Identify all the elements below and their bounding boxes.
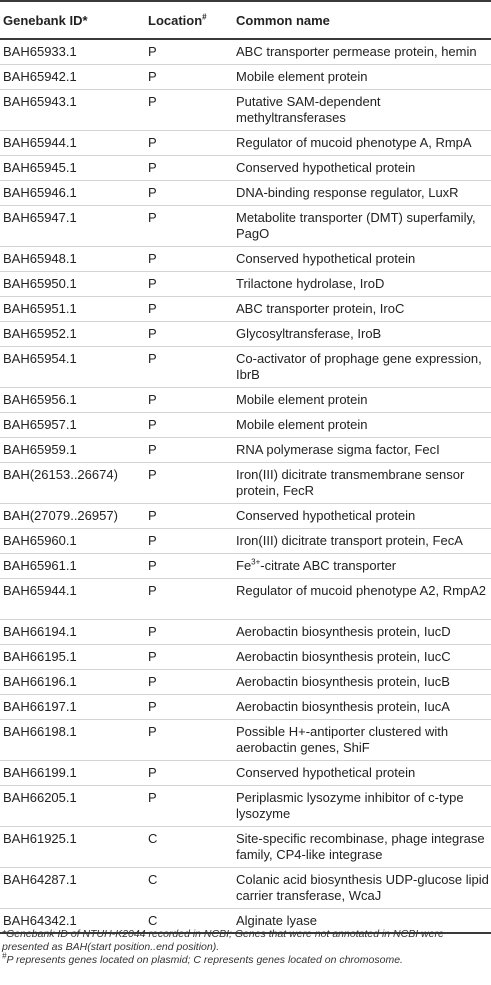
table-body [0, 40, 491, 934]
cell-location: P [148, 624, 157, 639]
cell-location: P [148, 69, 157, 84]
table-row [0, 206, 491, 247]
cell-common-name: Regulator of mucoid phenotype A, RmpA [236, 135, 472, 150]
cell-genebank-id: BAH65944.1 [3, 135, 77, 150]
header-common-name: Common name [236, 12, 330, 28]
cell-genebank-id: BAH65946.1 [3, 185, 77, 200]
cell-common-name: Metabolite transporter (DMT) superfamily, PagO [236, 210, 476, 241]
cell-common-name [236, 558, 491, 574]
cell-common-name: Iron(III) dicitrate transport protein, FecA [236, 533, 463, 548]
cell-common-name: Regulator of mucoid phenotype A2, RmpA2 [236, 583, 487, 598]
cell-genebank-id: BAH65961.1 [3, 558, 77, 573]
cell-common-name: Conserved hypothetical protein [236, 765, 416, 780]
cell-location: P [148, 724, 157, 739]
cell-common-name: Possible H+-antiporter clustered with aerobactin genes, ShiF [236, 724, 449, 755]
cell-location: P [148, 649, 157, 664]
cell-common-name-sup: 3+ [251, 557, 261, 567]
cell-location: P [148, 160, 157, 175]
table-row [0, 463, 491, 504]
table-row [0, 868, 491, 909]
cell-location: P [148, 94, 157, 109]
cell-common-name: ABC transporter permease protein, hemin [236, 44, 477, 59]
cell-common-name: Site-specific recombinase, phage integrase family, CP4-like integrase [236, 831, 485, 862]
cell-genebank-id: BAH64342.1 [3, 913, 77, 928]
cell-genebank-id: BAH65950.1 [3, 276, 77, 291]
cell-genebank-id: BAH65952.1 [3, 326, 77, 341]
cell-common-name: Co-activator of prophage gene expression, IbrB [236, 351, 482, 382]
cell-genebank-id: BAH66197.1 [3, 699, 77, 714]
footnote-location-text: P represents genes located on plasmid; C represents genes located on chromosome. [6, 954, 403, 966]
cell-genebank-id: BAH66195.1 [3, 649, 77, 664]
cell-location: P [148, 442, 157, 457]
cell-genebank-id: BAH64287.1 [3, 872, 77, 887]
table-row [0, 720, 491, 761]
cell-location: P [148, 276, 157, 291]
cell-genebank-id: BAH(27079..26957) [3, 508, 118, 523]
footnotes [0, 928, 491, 967]
cell-location: P [148, 533, 157, 548]
header-location-sup: # [202, 12, 207, 22]
cell-genebank-id: BAH66194.1 [3, 624, 77, 639]
table-row [0, 529, 491, 554]
table-row [0, 90, 491, 131]
cell-genebank-id: BAH66205.1 [3, 790, 77, 805]
table-header [0, 0, 491, 40]
cell-genebank-id: BAH65959.1 [3, 442, 77, 457]
footnote-location-sup: # [2, 951, 7, 961]
cell-common-name: Aerobactin biosynthesis protein, IucD [236, 624, 451, 639]
cell-location: P [148, 392, 157, 407]
cell-location: P [148, 467, 157, 482]
cell-common-name: Aerobactin biosynthesis protein, IucA [236, 699, 450, 714]
cell-location: C [148, 831, 158, 846]
cell-location: P [148, 44, 157, 59]
footnote-genebank: *Genebank ID of NTUH-K2044 recorded in NCBI; Genes that were not annotated in NCBI were presented as BAH(start position..end position). [2, 928, 444, 953]
cell-common-name: Trilactone hydrolase, IroD [236, 276, 385, 291]
table-row [0, 156, 491, 181]
cell-genebank-id: BAH65933.1 [3, 44, 77, 59]
table-row [0, 438, 491, 463]
cell-genebank-id: BAH65945.1 [3, 160, 77, 175]
cell-common-name: Periplasmic lysozyme inhibitor of c-type lysozyme [236, 790, 464, 821]
cell-location: C [148, 913, 158, 928]
cell-location: P [148, 583, 157, 598]
table-row [0, 413, 491, 438]
table-row [0, 786, 491, 827]
table-row [0, 695, 491, 720]
cell-common-name-suffix: -citrate ABC transporter [260, 558, 397, 573]
table-row [0, 40, 491, 65]
cell-location: P [148, 508, 157, 523]
cell-location: P [148, 210, 157, 225]
cell-location: P [148, 185, 157, 200]
cell-genebank-id: BAH65942.1 [3, 69, 77, 84]
cell-genebank-id: BAH65947.1 [3, 210, 77, 225]
cell-common-name: Conserved hypothetical protein [236, 251, 416, 266]
cell-common-name: Aerobactin biosynthesis protein, IucB [236, 674, 450, 689]
cell-common-name: Alginate lyase [236, 913, 317, 928]
cell-location: P [148, 699, 157, 714]
cell-genebank-id: BAH65951.1 [3, 301, 77, 316]
cell-common-name: Mobile element protein [236, 417, 368, 432]
cell-location: P [148, 558, 157, 573]
cell-common-name: Mobile element protein [236, 392, 368, 407]
cell-location: C [148, 872, 158, 887]
cell-genebank-id: BAH65956.1 [3, 392, 77, 407]
cell-genebank-id: BAH66199.1 [3, 765, 77, 780]
cell-location: P [148, 674, 157, 689]
cell-location: P [148, 135, 157, 150]
table-row [0, 347, 491, 388]
header-genebank-id: Genebank ID* [3, 12, 88, 28]
cell-common-name: Mobile element protein [236, 69, 368, 84]
cell-genebank-id: BAH65948.1 [3, 251, 77, 266]
table-row [0, 554, 491, 579]
table-row [0, 504, 491, 529]
table-row [0, 761, 491, 786]
cell-common-name: Iron(III) dicitrate transmembrane sensor protein, FecR [236, 467, 465, 498]
table-row [0, 388, 491, 413]
cell-common-name: Putative SAM-dependent methyltransferases [236, 94, 381, 125]
footnote-location [2, 951, 491, 967]
cell-common-name: Colanic acid biosynthesis UDP-glucose lipid carrier transferase, WcaJ [236, 872, 489, 903]
cell-genebank-id: BAH65943.1 [3, 94, 77, 109]
table-row [0, 131, 491, 156]
cell-genebank-id: BAH66196.1 [3, 674, 77, 689]
cell-genebank-id: BAH65944.1 [3, 583, 77, 598]
table-row [0, 645, 491, 670]
cell-common-name: Aerobactin biosynthesis protein, IucC [236, 649, 451, 664]
cell-common-name: Glycosyltransferase, IroB [236, 326, 382, 341]
cell-location: P [148, 765, 157, 780]
cell-location: P [148, 417, 157, 432]
cell-location: P [148, 251, 157, 266]
cell-location: P [148, 351, 157, 366]
cell-location: P [148, 790, 157, 805]
cell-genebank-id: BAH66198.1 [3, 724, 77, 739]
cell-common-name: RNA polymerase sigma factor, FecI [236, 442, 440, 457]
table-row [0, 579, 491, 620]
header-location [148, 13, 236, 28]
cell-location: P [148, 326, 157, 341]
header-location-label: Location [148, 12, 203, 28]
table-row [0, 65, 491, 90]
table-row [0, 181, 491, 206]
table-row [0, 620, 491, 645]
cell-genebank-id: BAH65960.1 [3, 533, 77, 548]
table-row [0, 670, 491, 695]
cell-common-name-part: Fe [236, 558, 252, 573]
cell-common-name: Conserved hypothetical protein [236, 508, 416, 523]
cell-location: P [148, 301, 157, 316]
table-row [0, 272, 491, 297]
table-row [0, 322, 491, 347]
cell-genebank-id: BAH65954.1 [3, 351, 77, 366]
table-row [0, 297, 491, 322]
table-row [0, 827, 491, 868]
cell-genebank-id: BAH61925.1 [3, 831, 77, 846]
table-row [0, 247, 491, 272]
cell-genebank-id: BAH65957.1 [3, 417, 77, 432]
cell-genebank-id: BAH(26153..26674) [3, 467, 118, 482]
cell-common-name: ABC transporter protein, IroC [236, 301, 405, 316]
cell-common-name: Conserved hypothetical protein [236, 160, 416, 175]
cell-common-name: DNA-binding response regulator, LuxR [236, 185, 459, 200]
